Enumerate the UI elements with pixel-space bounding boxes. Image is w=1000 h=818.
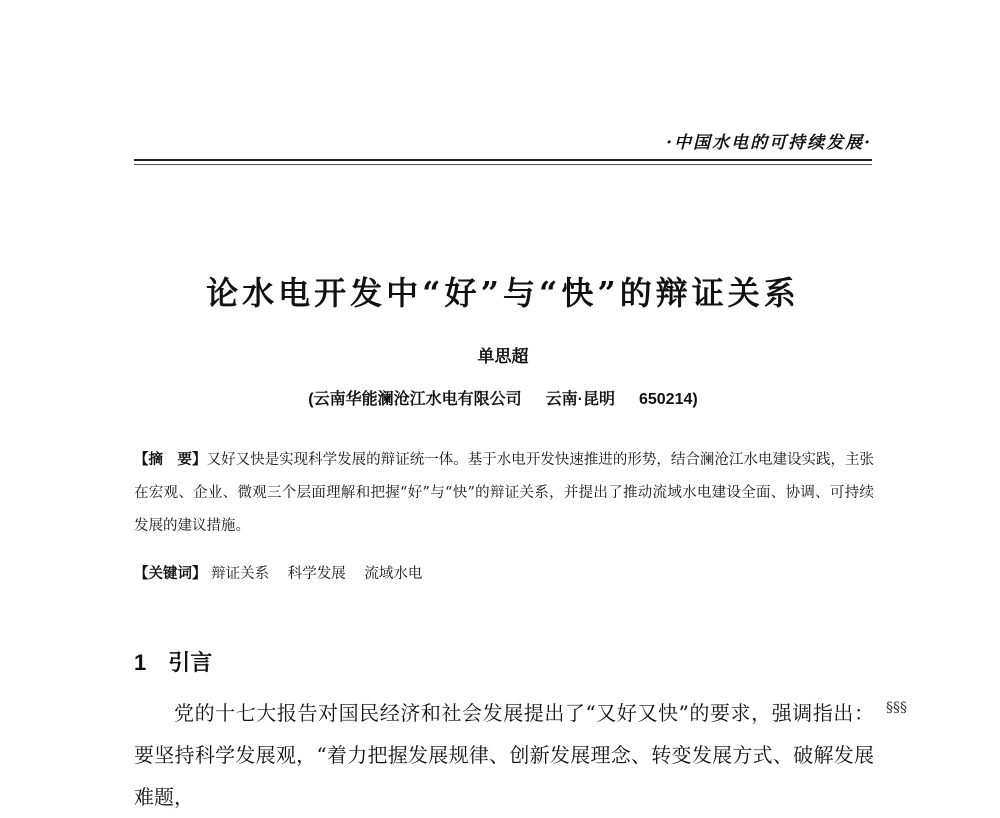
abstract-text: 又好又快是实现科学发展的辩证统一体。基于水电开发快速推进的形势，结合澜沧江水电建设实践，主张在宏观、企业、微观三个层面理解和把握“好”与“快”的辩证关系，并提出了推动流域水电建设全面、协调、可持续发展的建议措施。: [134, 452, 875, 534]
keywords-label: 【关键词】: [134, 566, 207, 582]
abstract-label: 【摘 要】: [134, 452, 207, 468]
running-header: ·中国水电的可持续发展·: [666, 133, 872, 153]
affiliation: [134, 386, 872, 409]
article-title: 论水电开发中“好”与“快”的辩证关系: [206, 274, 800, 312]
header-rule-thick: [134, 159, 872, 161]
keyword-item: 科学发展: [287, 566, 346, 582]
abstract: [134, 444, 874, 543]
affiliation-org: (云南华能澜沧江水电有限公司: [308, 391, 522, 408]
keyword-item: 流域水电: [364, 566, 423, 582]
header-rule-thin: [134, 164, 872, 165]
affiliation-location: 云南·昆明: [545, 391, 615, 408]
keyword-item: 辩证关系: [211, 566, 270, 582]
keywords: [134, 562, 874, 583]
margin-binding-mark: §§§: [886, 700, 907, 716]
body-paragraph: 党的十七大报告对国民经济和社会发展提出了“又好又快”的要求，强调指出：要坚持科学发展观，“着力把握发展规律、创新发展理念、转变发展方式、破解发展难题，: [134, 701, 874, 809]
section-number: 1: [134, 650, 147, 675]
author-name: 单思超: [477, 347, 529, 367]
section-title: 引言: [168, 650, 213, 675]
section-heading: [134, 646, 212, 677]
affiliation-postcode: 650214): [638, 391, 698, 408]
